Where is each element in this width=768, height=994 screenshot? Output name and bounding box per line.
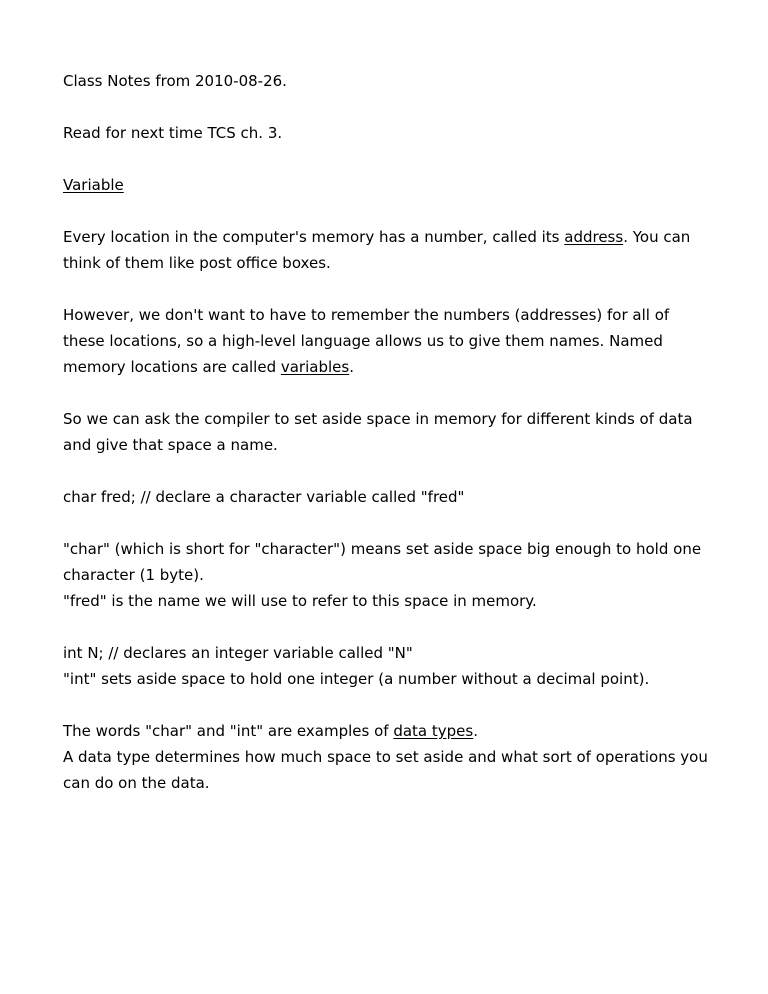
notes-title: Class Notes from 2010-08-26.	[63, 72, 287, 90]
code-int-declaration: int N; // declares an integer variable called "N"	[63, 644, 413, 662]
paragraph-data-types	[63, 718, 713, 744]
paragraph-address	[63, 224, 713, 276]
paragraph-address-tail: . You can think of them like post office boxes.	[63, 228, 691, 272]
term-address: address	[564, 228, 624, 246]
paragraph-variables-lead: However, we don't want to have to remember the numbers (addresses) for all of these locations, so a high-level language allows us to give them names. Named memory locations are called	[63, 306, 670, 376]
reading-assignment: Read for next time TCS ch. 3.	[63, 124, 283, 142]
paragraph-data-types-tail: .	[473, 722, 478, 740]
paragraph-data-type-definition: A data type determines how much space to set aside and what sort of operations you can do on the data.	[63, 748, 708, 792]
section-heading-text: Variable	[63, 176, 124, 194]
paragraph-char-explanation: "char" (which is short for "character") means set aside space big enough to hold one character (1 byte).	[63, 540, 702, 584]
section-heading	[63, 172, 713, 198]
paragraph-variables-tail: .	[349, 358, 354, 376]
paragraph-int-explanation: "int" sets aside space to hold one integer (a number without a decimal point).	[63, 670, 650, 688]
term-data-types: data types	[393, 722, 474, 740]
code-char-declaration: char fred; // declare a character variable called "fred"	[63, 488, 465, 506]
paragraph-address-lead: Every location in the computer's memory has a number, called its	[63, 228, 565, 246]
paragraph-compiler: So we can ask the compiler to set aside space in memory for different kinds of data and give that space a name.	[63, 410, 693, 454]
paragraph-variables	[63, 302, 713, 380]
term-variables: variables	[280, 358, 350, 376]
paragraph-fred-explanation: "fred" is the name we will use to refer to this space in memory.	[63, 592, 537, 610]
paragraph-data-types-lead: The words "char" and "int" are examples of	[63, 722, 394, 740]
document-body	[63, 68, 713, 796]
